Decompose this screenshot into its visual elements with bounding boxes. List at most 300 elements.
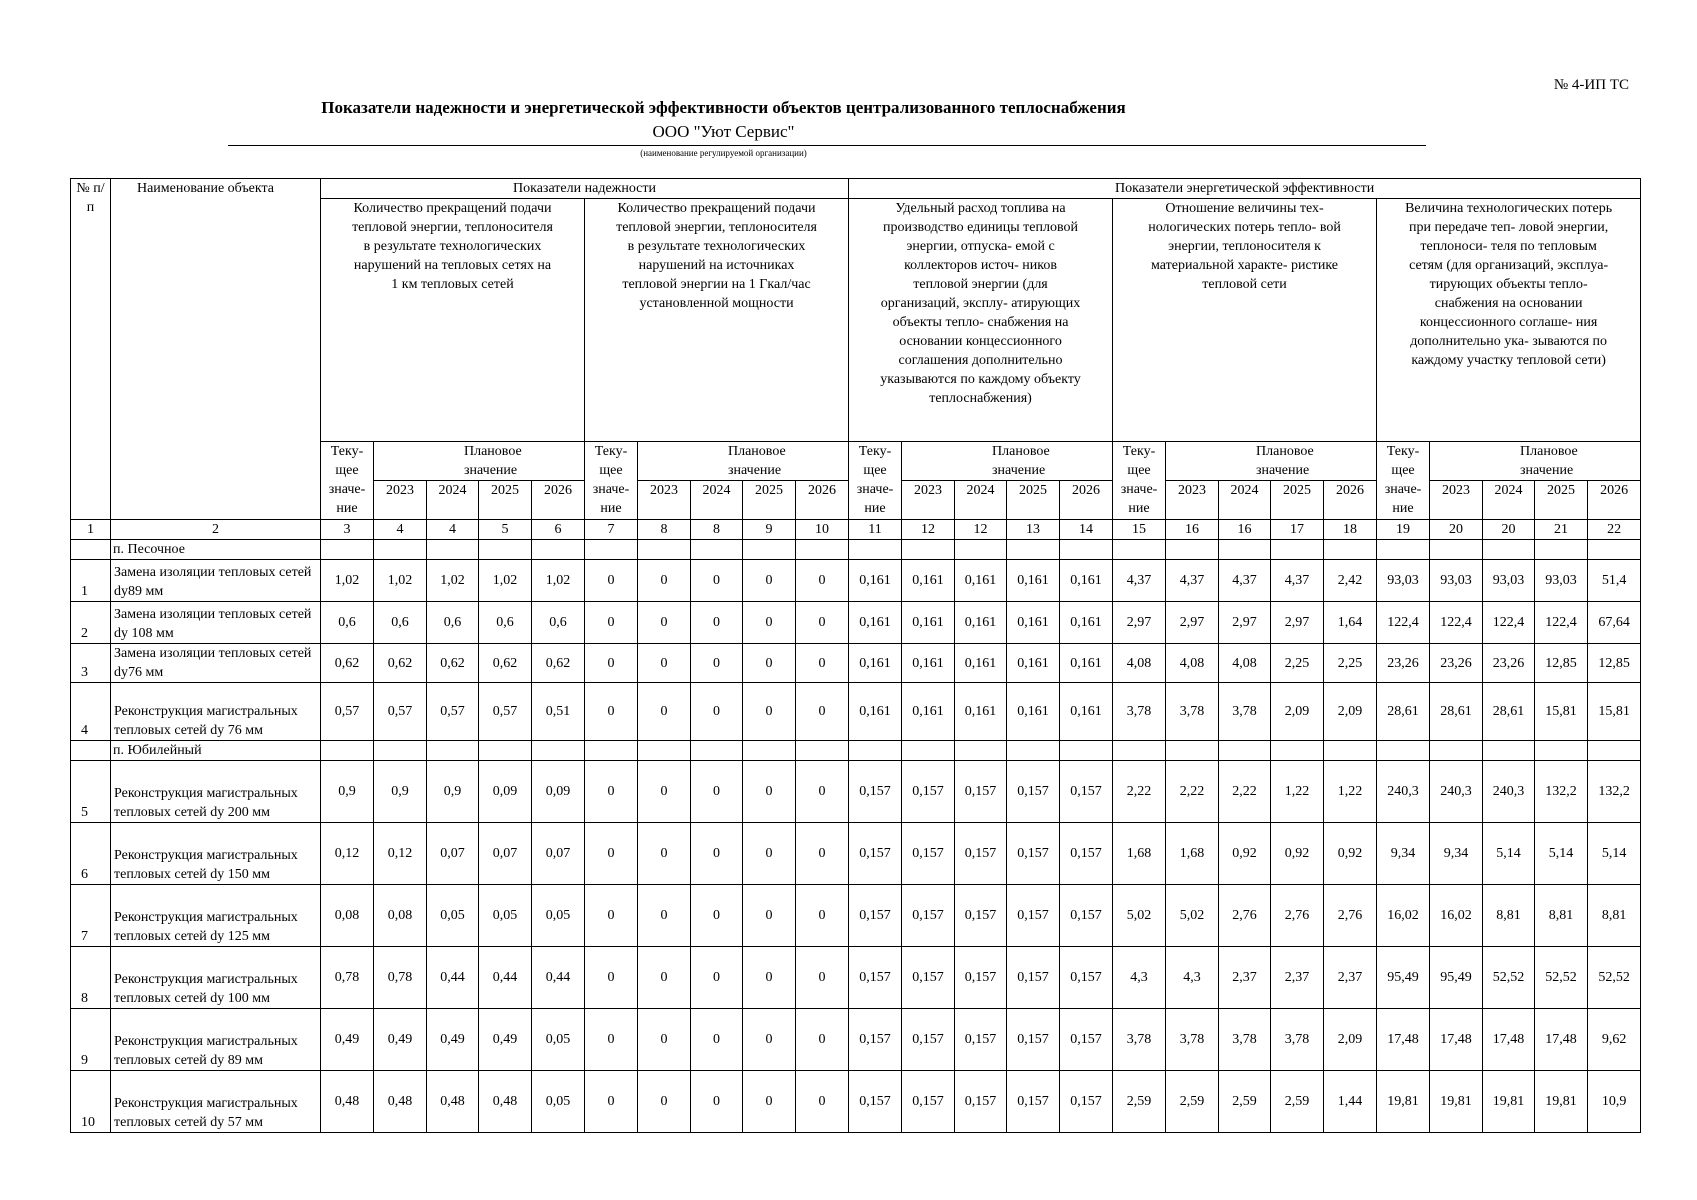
row-number: 2 — [71, 602, 111, 644]
value-cell: 0,48 — [427, 1071, 479, 1133]
value-cell: 16,02 — [1430, 885, 1483, 947]
value-cell: 2,76 — [1324, 885, 1377, 947]
value-cell: 2,59 — [1271, 1071, 1324, 1133]
value-cell: 5,14 — [1535, 823, 1588, 885]
empty-cell — [427, 540, 479, 560]
empty-cell — [1219, 741, 1271, 761]
value-cell: 1,02 — [532, 560, 585, 602]
empty-cell — [691, 540, 743, 560]
object-name: Реконструкция магистральных тепловых сетей dу 125 мм — [111, 885, 321, 947]
empty-cell — [691, 741, 743, 761]
column-number: 14 — [1060, 520, 1113, 540]
empty-cell — [1483, 540, 1535, 560]
value-cell: 0,07 — [427, 823, 479, 885]
value-cell: 0,44 — [532, 947, 585, 1009]
value-cell: 2,09 — [1324, 1009, 1377, 1071]
value-cell: 0 — [585, 602, 638, 644]
value-cell: 17,48 — [1377, 1009, 1430, 1071]
value-cell: 2,37 — [1219, 947, 1271, 1009]
value-cell: 0 — [638, 644, 691, 683]
value-cell: 17,48 — [1430, 1009, 1483, 1071]
value-cell: 10,9 — [1588, 1071, 1641, 1133]
value-cell: 0,157 — [955, 1009, 1007, 1071]
value-cell: 2,25 — [1324, 644, 1377, 683]
row-number: 9 — [71, 1009, 111, 1071]
row-number: 7 — [71, 885, 111, 947]
table-row — [71, 761, 1641, 823]
value-cell: 0,62 — [532, 644, 585, 683]
value-cell: 0,62 — [479, 644, 532, 683]
value-cell: 1,68 — [1113, 823, 1166, 885]
value-cell: 0,157 — [849, 823, 902, 885]
value-cell: 0,9 — [321, 761, 374, 823]
value-cell: 0,157 — [1060, 1071, 1113, 1133]
value-cell: 0,161 — [902, 602, 955, 644]
value-cell: 0 — [585, 885, 638, 947]
value-cell: 0 — [743, 947, 796, 1009]
table-row — [71, 885, 1641, 947]
value-cell: 3,78 — [1219, 683, 1271, 741]
empty-cell — [479, 741, 532, 761]
value-cell: 5,14 — [1588, 823, 1641, 885]
empty-cell — [849, 540, 902, 560]
value-cell: 2,09 — [1324, 683, 1377, 741]
column-number: 7 — [585, 520, 638, 540]
value-cell: 0,161 — [1007, 560, 1060, 602]
indicators-table — [70, 178, 1641, 1133]
value-cell: 95,49 — [1430, 947, 1483, 1009]
value-cell: 1,68 — [1166, 823, 1219, 885]
empty-cell — [1324, 741, 1377, 761]
header-year: 2023 — [638, 481, 691, 520]
value-cell: 9,34 — [1430, 823, 1483, 885]
column-number: 4 — [427, 520, 479, 540]
value-cell: 51,4 — [1588, 560, 1641, 602]
empty-cell — [796, 540, 849, 560]
column-number: 1 — [71, 520, 111, 540]
value-cell: 0,48 — [321, 1071, 374, 1133]
header-year: 2026 — [1060, 481, 1113, 520]
empty-cell — [1377, 540, 1430, 560]
value-cell: 0,57 — [427, 683, 479, 741]
header-year: 2024 — [955, 481, 1007, 520]
value-cell: 0,157 — [1060, 1009, 1113, 1071]
header-year: 2026 — [532, 481, 585, 520]
empty-cell — [374, 540, 427, 560]
row-number: 5 — [71, 761, 111, 823]
column-number: 4 — [374, 520, 427, 540]
object-name: Реконструкция магистральных тепловых сетей dу 89 мм — [111, 1009, 321, 1071]
value-cell: 0,161 — [902, 560, 955, 602]
empty-cell — [638, 741, 691, 761]
value-cell: 0,161 — [902, 644, 955, 683]
value-cell: 0,92 — [1271, 823, 1324, 885]
column-number: 21 — [1535, 520, 1588, 540]
row-number: 10 — [71, 1071, 111, 1133]
value-cell: 0,78 — [374, 947, 427, 1009]
value-cell: 0 — [691, 885, 743, 947]
header-year: 2024 — [691, 481, 743, 520]
table-row — [71, 947, 1641, 1009]
empty-cell — [585, 741, 638, 761]
empty-cell — [1113, 540, 1166, 560]
empty-cell — [321, 741, 374, 761]
value-cell: 0,161 — [955, 602, 1007, 644]
column-number: 13 — [1007, 520, 1060, 540]
table-row — [71, 1071, 1641, 1133]
value-cell: 0,05 — [479, 885, 532, 947]
table-row — [71, 560, 1641, 602]
value-cell: 19,81 — [1483, 1071, 1535, 1133]
value-cell: 0,161 — [849, 644, 902, 683]
value-cell: 0,49 — [427, 1009, 479, 1071]
value-cell: 0,92 — [1219, 823, 1271, 885]
value-cell: 0 — [691, 1009, 743, 1071]
value-cell: 0,9 — [427, 761, 479, 823]
value-cell: 0,57 — [479, 683, 532, 741]
empty-cell — [1430, 540, 1483, 560]
value-cell: 0 — [585, 644, 638, 683]
empty-cell — [427, 741, 479, 761]
row-number: 6 — [71, 823, 111, 885]
value-cell: 0,161 — [1007, 683, 1060, 741]
value-cell: 12,85 — [1535, 644, 1588, 683]
value-cell: 0 — [796, 761, 849, 823]
value-cell: 0,161 — [1060, 560, 1113, 602]
value-cell: 0,157 — [849, 761, 902, 823]
value-cell: 2,25 — [1271, 644, 1324, 683]
section-name: п. Песочное — [111, 540, 321, 560]
value-cell: 5,02 — [1166, 885, 1219, 947]
value-cell: 4,3 — [1113, 947, 1166, 1009]
value-cell: 0 — [743, 602, 796, 644]
column-number: 12 — [902, 520, 955, 540]
value-cell: 4,08 — [1166, 644, 1219, 683]
header-year: 2025 — [1535, 481, 1588, 520]
value-cell: 52,52 — [1535, 947, 1588, 1009]
value-cell: 0 — [585, 761, 638, 823]
header-year: 2023 — [902, 481, 955, 520]
row-number: 1 — [71, 560, 111, 602]
value-cell: 19,81 — [1377, 1071, 1430, 1133]
value-cell: 0 — [638, 885, 691, 947]
value-cell: 3,78 — [1113, 683, 1166, 741]
column-number: 8 — [638, 520, 691, 540]
value-cell: 52,52 — [1483, 947, 1535, 1009]
empty-cell — [321, 540, 374, 560]
column-number: 12 — [955, 520, 1007, 540]
column-number: 18 — [1324, 520, 1377, 540]
value-cell: 0,161 — [955, 683, 1007, 741]
value-cell: 0,157 — [1007, 761, 1060, 823]
table-row — [71, 602, 1641, 644]
empty-cell — [1271, 540, 1324, 560]
value-cell: 0 — [743, 1071, 796, 1133]
value-cell: 0,157 — [955, 885, 1007, 947]
value-cell: 3,78 — [1166, 683, 1219, 741]
header-year: 2024 — [427, 481, 479, 520]
value-cell: 0,157 — [1060, 823, 1113, 885]
empty-cell — [1271, 741, 1324, 761]
value-cell: 0 — [796, 823, 849, 885]
value-cell: 0,62 — [321, 644, 374, 683]
value-cell: 0 — [796, 1071, 849, 1133]
value-cell: 122,4 — [1430, 602, 1483, 644]
value-cell: 0,44 — [479, 947, 532, 1009]
header-current-value: Теку- щее значе- ние — [1377, 442, 1430, 520]
empty-cell — [1219, 540, 1271, 560]
value-cell: 4,37 — [1271, 560, 1324, 602]
value-cell: 0,161 — [902, 683, 955, 741]
value-cell: 0,6 — [532, 602, 585, 644]
value-cell: 0,62 — [427, 644, 479, 683]
value-cell: 4,08 — [1219, 644, 1271, 683]
header-name: Наименование объекта — [111, 179, 321, 520]
value-cell: 0,08 — [374, 885, 427, 947]
value-cell: 5,14 — [1483, 823, 1535, 885]
section-row — [71, 540, 1641, 560]
value-cell: 0 — [638, 761, 691, 823]
value-cell: 0,157 — [849, 1009, 902, 1071]
header-year: 2026 — [796, 481, 849, 520]
value-cell: 0 — [585, 1009, 638, 1071]
organization-caption: (наименование регулируемой организации) — [640, 148, 807, 158]
header-current-value: Теку- щее значе- ние — [321, 442, 374, 520]
value-cell: 122,4 — [1535, 602, 1588, 644]
value-cell: 0 — [691, 1071, 743, 1133]
value-cell: 0,57 — [321, 683, 374, 741]
value-cell: 0,49 — [479, 1009, 532, 1071]
header-year: 2025 — [743, 481, 796, 520]
value-cell: 5,02 — [1113, 885, 1166, 947]
value-cell: 2,97 — [1113, 602, 1166, 644]
value-cell: 0,157 — [1007, 1071, 1060, 1133]
empty-cell — [1588, 741, 1641, 761]
value-cell: 4,37 — [1166, 560, 1219, 602]
value-cell: 93,03 — [1535, 560, 1588, 602]
header-group-2: Количество прекращений подачи тепловой энергии, теплоносителя в результате технологических нарушений на источниках тепловой энергии на 1 Гкал/час установленной мощности — [585, 199, 849, 442]
value-cell: 0,9 — [374, 761, 427, 823]
object-name: Замена изоляции тепловых сетей dу76 мм — [111, 644, 321, 683]
header-year: 2024 — [1483, 481, 1535, 520]
column-number: 20 — [1483, 520, 1535, 540]
value-cell: 0,51 — [532, 683, 585, 741]
header-year: 2025 — [1271, 481, 1324, 520]
value-cell: 0,161 — [1007, 644, 1060, 683]
value-cell: 4,37 — [1113, 560, 1166, 602]
value-cell: 0 — [638, 683, 691, 741]
value-cell: 0 — [743, 560, 796, 602]
value-cell: 0,07 — [532, 823, 585, 885]
value-cell: 0,157 — [902, 1009, 955, 1071]
value-cell: 2,22 — [1219, 761, 1271, 823]
value-cell: 0,161 — [1060, 644, 1113, 683]
value-cell: 0 — [743, 823, 796, 885]
column-number: 3 — [321, 520, 374, 540]
value-cell: 0,12 — [321, 823, 374, 885]
table-row — [71, 644, 1641, 683]
value-cell: 0 — [743, 683, 796, 741]
header-year: 2025 — [1007, 481, 1060, 520]
value-cell: 0,08 — [321, 885, 374, 947]
row-number — [71, 741, 111, 761]
value-cell: 0 — [691, 683, 743, 741]
header-current-value: Теку- щее значе- ние — [585, 442, 638, 520]
value-cell: 0,157 — [1007, 947, 1060, 1009]
value-cell: 0 — [638, 1009, 691, 1071]
header-num: № п/п — [71, 179, 111, 520]
table-header — [71, 179, 1641, 540]
value-cell: 2,76 — [1219, 885, 1271, 947]
value-cell: 0 — [638, 560, 691, 602]
value-cell: 0 — [638, 1071, 691, 1133]
empty-cell — [1166, 540, 1219, 560]
value-cell: 1,02 — [321, 560, 374, 602]
value-cell: 0 — [796, 885, 849, 947]
value-cell: 67,64 — [1588, 602, 1641, 644]
header-current-value: Теку- щее значе- ние — [849, 442, 902, 520]
table-row — [71, 683, 1641, 741]
value-cell: 2,59 — [1219, 1071, 1271, 1133]
header-year: 2025 — [479, 481, 532, 520]
value-cell: 0 — [691, 602, 743, 644]
value-cell: 0,157 — [902, 761, 955, 823]
empty-cell — [374, 741, 427, 761]
empty-cell — [955, 540, 1007, 560]
header-group-1: Количество прекращений подачи тепловой энергии, теплоносителя в результате технологических нарушений на тепловых сетях на 1 км тепловых сетей — [321, 199, 585, 442]
column-number: 16 — [1166, 520, 1219, 540]
value-cell: 0 — [691, 947, 743, 1009]
header-reliability: Показатели надежности — [321, 179, 849, 199]
table-row — [71, 1009, 1641, 1071]
value-cell: 15,81 — [1588, 683, 1641, 741]
value-cell: 0,49 — [374, 1009, 427, 1071]
value-cell: 3,78 — [1166, 1009, 1219, 1071]
value-cell: 1,22 — [1324, 761, 1377, 823]
value-cell: 0,78 — [321, 947, 374, 1009]
column-number: 19 — [1377, 520, 1430, 540]
value-cell: 19,81 — [1430, 1071, 1483, 1133]
value-cell: 0 — [796, 683, 849, 741]
value-cell: 122,4 — [1377, 602, 1430, 644]
value-cell: 0,157 — [1060, 947, 1113, 1009]
value-cell: 52,52 — [1588, 947, 1641, 1009]
column-number: 20 — [1430, 520, 1483, 540]
empty-cell — [1113, 741, 1166, 761]
value-cell: 15,81 — [1535, 683, 1588, 741]
value-cell: 2,76 — [1271, 885, 1324, 947]
value-cell: 3,78 — [1271, 1009, 1324, 1071]
column-number: 15 — [1113, 520, 1166, 540]
value-cell: 0 — [585, 947, 638, 1009]
value-cell: 0,12 — [374, 823, 427, 885]
value-cell: 8,81 — [1588, 885, 1641, 947]
value-cell: 2,59 — [1113, 1071, 1166, 1133]
value-cell: 0 — [743, 761, 796, 823]
header-year: 2026 — [1588, 481, 1641, 520]
value-cell: 2,37 — [1324, 947, 1377, 1009]
empty-cell — [1060, 741, 1113, 761]
value-cell: 1,64 — [1324, 602, 1377, 644]
empty-cell — [1324, 540, 1377, 560]
column-number: 22 — [1588, 520, 1641, 540]
value-cell: 2,97 — [1219, 602, 1271, 644]
row-number — [71, 540, 111, 560]
value-cell: 0,62 — [374, 644, 427, 683]
value-cell: 2,59 — [1166, 1071, 1219, 1133]
header-current-value: Теку- щее значе- ние — [1113, 442, 1166, 520]
empty-cell — [955, 741, 1007, 761]
value-cell: 122,4 — [1483, 602, 1535, 644]
column-number: 17 — [1271, 520, 1324, 540]
value-cell: 19,81 — [1535, 1071, 1588, 1133]
value-cell: 0 — [691, 560, 743, 602]
value-cell: 0,48 — [479, 1071, 532, 1133]
value-cell: 1,02 — [374, 560, 427, 602]
value-cell: 0,157 — [1060, 761, 1113, 823]
value-cell: 0,09 — [532, 761, 585, 823]
column-number: 8 — [691, 520, 743, 540]
object-name: Замена изоляции тепловых сетей dу 108 мм — [111, 602, 321, 644]
value-cell: 0 — [691, 823, 743, 885]
value-cell: 0 — [638, 823, 691, 885]
value-cell: 0 — [743, 1009, 796, 1071]
column-number: 6 — [532, 520, 585, 540]
value-cell: 23,26 — [1483, 644, 1535, 683]
value-cell: 0 — [691, 644, 743, 683]
value-cell: 3,78 — [1113, 1009, 1166, 1071]
value-cell: 8,81 — [1483, 885, 1535, 947]
row-number: 8 — [71, 947, 111, 1009]
value-cell: 0,157 — [1060, 885, 1113, 947]
object-name: Реконструкция магистральных тепловых сетей dу 76 мм — [111, 683, 321, 741]
value-cell: 16,02 — [1377, 885, 1430, 947]
empty-cell — [1535, 540, 1588, 560]
value-cell: 8,81 — [1535, 885, 1588, 947]
row-number: 4 — [71, 683, 111, 741]
header-group-4: Отношение величины тех- нологических потерь тепло- вой энергии, теплоносителя к материальной характе- ристике тепловой сети — [1113, 199, 1377, 442]
value-cell: 0,157 — [902, 947, 955, 1009]
header-planned-value: Плановое значение — [374, 442, 585, 481]
value-cell: 0,6 — [321, 602, 374, 644]
value-cell: 1,02 — [427, 560, 479, 602]
value-cell: 0 — [585, 560, 638, 602]
value-cell: 9,34 — [1377, 823, 1430, 885]
value-cell: 0,157 — [1007, 885, 1060, 947]
empty-cell — [1588, 540, 1641, 560]
value-cell: 28,61 — [1483, 683, 1535, 741]
value-cell: 0,161 — [955, 644, 1007, 683]
value-cell: 0,49 — [321, 1009, 374, 1071]
header-group-5: Величина технологических потерь при передаче теп- ловой энергии, теплоноси- теля по тепловым сетям (для организаций, эксплуа- тирующих объекты тепло- снабжения на основании концессионного соглаше- ния дополнительно ука- зываются по каждому участку тепловой сети) — [1377, 199, 1641, 442]
value-cell: 0,161 — [849, 560, 902, 602]
value-cell: 23,26 — [1430, 644, 1483, 683]
value-cell: 0 — [585, 823, 638, 885]
value-cell: 0 — [585, 1071, 638, 1133]
value-cell: 1,22 — [1271, 761, 1324, 823]
value-cell: 2,42 — [1324, 560, 1377, 602]
value-cell: 93,03 — [1430, 560, 1483, 602]
value-cell: 0,161 — [955, 560, 1007, 602]
header-planned-value: Плановое значение — [1166, 442, 1377, 481]
row-number: 3 — [71, 644, 111, 683]
object-name: Реконструкция магистральных тепловых сетей dу 200 мм — [111, 761, 321, 823]
value-cell: 0,161 — [1060, 683, 1113, 741]
value-cell: 0,157 — [1007, 1009, 1060, 1071]
object-name: Реконструкция магистральных тепловых сетей dу 150 мм — [111, 823, 321, 885]
value-cell: 2,22 — [1166, 761, 1219, 823]
object-name: Замена изоляции тепловых сетей dу89 мм — [111, 560, 321, 602]
